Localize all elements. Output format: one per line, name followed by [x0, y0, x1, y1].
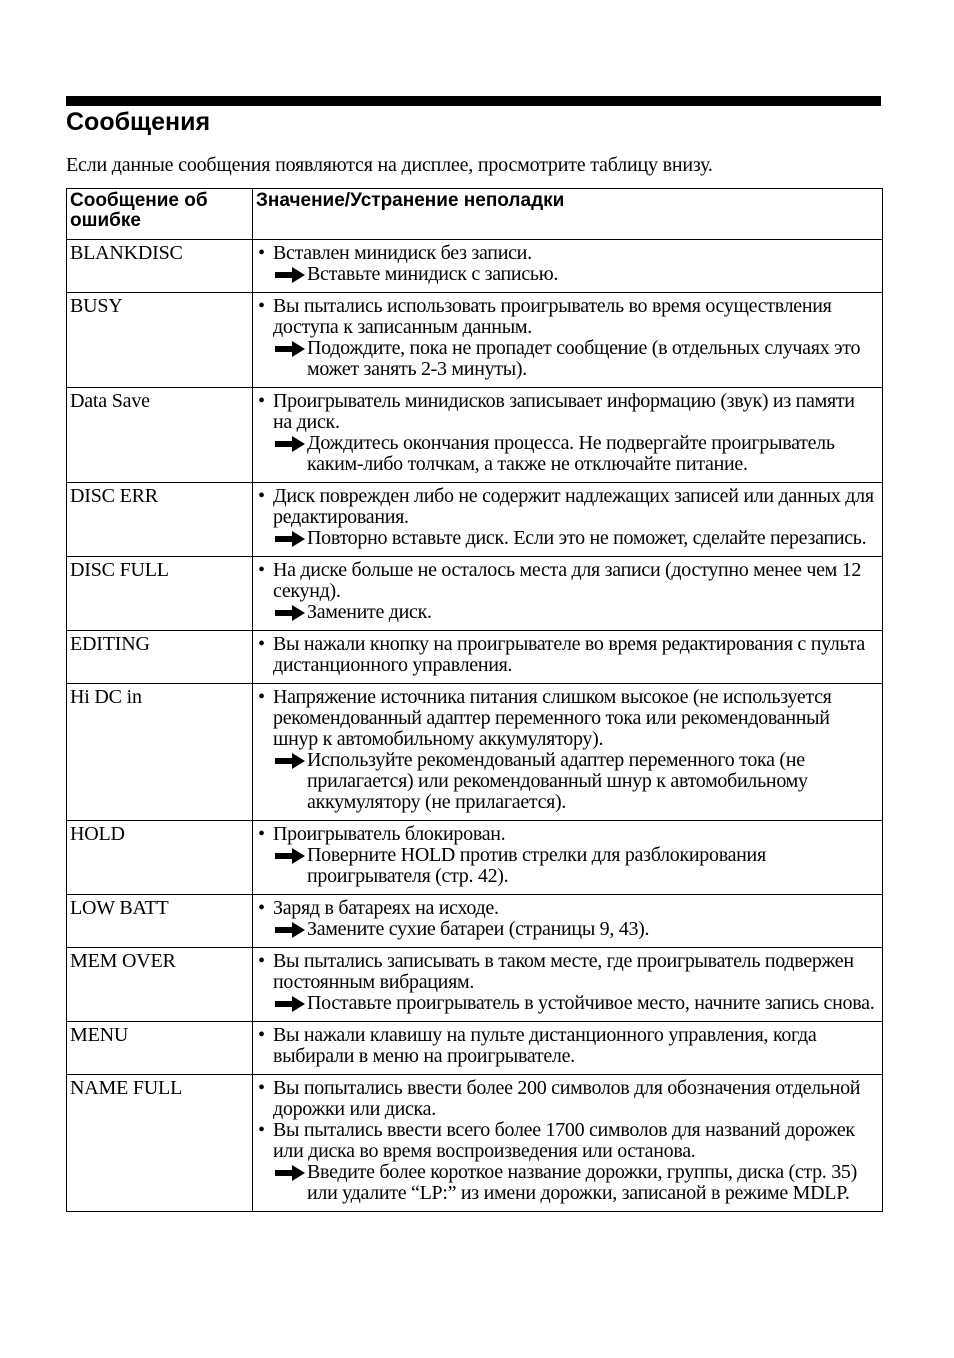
arrow-right-icon — [275, 436, 305, 452]
table-row — [67, 483, 883, 557]
line-text: Вы пытались записывать в таком месте, где проигрыватель подвержен постоянным вибрациям. — [273, 950, 854, 993]
remedy-line — [257, 528, 878, 549]
line-text: Подождите, пока не пропадет сообщение (в отдельных случаях это может занять 2-3 минуты). — [307, 337, 861, 380]
line-text: На диске больше не осталось места для записи (доступно менее чем 12 секунд). — [273, 559, 862, 602]
cause-line — [257, 634, 878, 676]
header-meaning-solution: Значение/Устранение неполадки — [253, 189, 883, 240]
error-description — [253, 557, 883, 631]
section-rule — [66, 96, 881, 106]
cause-line — [257, 1078, 878, 1120]
arrow-right-icon — [275, 996, 305, 1012]
error-code: DISC FULL — [67, 557, 253, 631]
header-error-message: Сообщение об ошибке — [67, 189, 253, 240]
line-text: Проигрыватель блокирован. — [273, 823, 506, 845]
error-description — [253, 895, 883, 948]
error-description — [253, 1022, 883, 1075]
error-code: LOW BATT — [67, 895, 253, 948]
table-row — [67, 1022, 883, 1075]
arrow-right-icon — [275, 341, 305, 357]
arrow-right-icon — [275, 531, 305, 547]
table-row — [67, 557, 883, 631]
line-text: Заряд в батареях на исходе. — [273, 897, 499, 919]
cause-line — [257, 243, 878, 264]
error-code: BLANKDISC — [67, 240, 253, 293]
line-text: Введите более короткое название дорожки, группы, диска (стр. 35) или удалите “LP:” из имени дорожки, записаной в режиме MDLP. — [307, 1161, 857, 1204]
line-text: Диск поврежден либо не содержит надлежащих записей или данных для редактирования. — [273, 485, 874, 528]
cause-line — [257, 898, 878, 919]
remedy-line — [257, 919, 878, 940]
line-text: Вставьте минидиск с записью. — [307, 263, 559, 285]
page-title: Сообщения — [66, 108, 211, 136]
cause-line — [257, 687, 878, 750]
remedy-line — [257, 602, 878, 623]
remedy-line — [257, 338, 878, 380]
cause-line — [257, 951, 878, 993]
arrow-right-icon — [275, 267, 305, 283]
cause-line — [257, 391, 878, 433]
error-code: HOLD — [67, 821, 253, 895]
line-text: Вы попытались ввести более 200 символов для обозначения отдельной дорожки или диска. — [273, 1077, 861, 1120]
error-code: MENU — [67, 1022, 253, 1075]
cause-line — [257, 560, 878, 602]
table-row — [67, 388, 883, 483]
table-row — [67, 293, 883, 388]
table-header-row — [67, 189, 883, 240]
error-description — [253, 948, 883, 1022]
cause-line — [257, 1120, 878, 1162]
table-row — [67, 631, 883, 684]
error-code: DISC ERR — [67, 483, 253, 557]
cause-line — [257, 486, 878, 528]
cause-line — [257, 296, 878, 338]
error-code: MEM OVER — [67, 948, 253, 1022]
line-text: Замените сухие батареи (страницы 9, 43). — [307, 918, 650, 940]
line-text: Используйте рекомендованый адаптер переменного тока (не прилагается) или рекомендованный шнур к автомобильному аккумулятору (не прилагается). — [307, 749, 808, 813]
error-description — [253, 1075, 883, 1212]
line-text: Вы нажали клавишу на пульте дистанционного управления, когда выбирали в меню на проигрывателе. — [273, 1024, 817, 1067]
error-description — [253, 483, 883, 557]
table-row — [67, 821, 883, 895]
arrow-right-icon — [275, 848, 305, 864]
table-row — [67, 684, 883, 821]
line-text: Замените диск. — [307, 601, 432, 623]
table-row — [67, 895, 883, 948]
error-code: Hi DC in — [67, 684, 253, 821]
line-text: Вставлен минидиск без записи. — [273, 242, 532, 264]
remedy-line — [257, 264, 878, 285]
table-row — [67, 1075, 883, 1212]
intro-text: Если данные сообщения появляются на дисплее, просмотрите таблицу внизу. — [66, 154, 713, 176]
arrow-right-icon — [275, 605, 305, 621]
error-code: BUSY — [67, 293, 253, 388]
cause-line — [257, 1025, 878, 1067]
table-row — [67, 948, 883, 1022]
arrow-right-icon — [275, 922, 305, 938]
arrow-right-icon — [275, 1165, 305, 1181]
error-description — [253, 240, 883, 293]
error-description — [253, 821, 883, 895]
line-text: Напряжение источника питания слишком высокое (не используется рекомендованный адаптер переменного тока или рекомендованный шнур к автомобильному аккумулятору). — [273, 686, 832, 750]
table-row — [67, 240, 883, 293]
error-code: EDITING — [67, 631, 253, 684]
error-description — [253, 293, 883, 388]
remedy-line — [257, 433, 878, 475]
error-code: NAME FULL — [67, 1075, 253, 1212]
line-text: Поверните HOLD против стрелки для разблокирования проигрывателя (стр. 42). — [307, 844, 766, 887]
error-description — [253, 684, 883, 821]
messages-table — [66, 188, 883, 1212]
remedy-line — [257, 750, 878, 813]
line-text: Поставьте проигрыватель в устойчивое место, начните запись снова. — [307, 992, 875, 1014]
remedy-line — [257, 845, 878, 887]
line-text: Дождитесь окончания процесса. Не подвергайте проигрыватель каким-либо толчкам, а также не отключайте питание. — [307, 432, 835, 475]
line-text: Проигрыватель минидисков записывает информацию (звук) из памяти на диск. — [273, 390, 855, 433]
arrow-right-icon — [275, 753, 305, 769]
line-text: Вы пытались ввести всего более 1700 символов для названий дорожек или диска во время воспроизведения или останова. — [273, 1119, 855, 1162]
remedy-line — [257, 1162, 878, 1204]
line-text: Повторно вставьте диск. Если это не поможет, сделайте перезапись. — [307, 527, 867, 549]
error-description — [253, 388, 883, 483]
error-code: Data Save — [67, 388, 253, 483]
cause-line — [257, 824, 878, 845]
error-description — [253, 631, 883, 684]
line-text: Вы пытались использовать проигрыватель во время осуществления доступа к записанным данным. — [273, 295, 832, 338]
remedy-line — [257, 993, 878, 1014]
line-text: Вы нажали кнопку на проигрывателе во время редактирования с пульта дистанционного управления. — [273, 633, 865, 676]
